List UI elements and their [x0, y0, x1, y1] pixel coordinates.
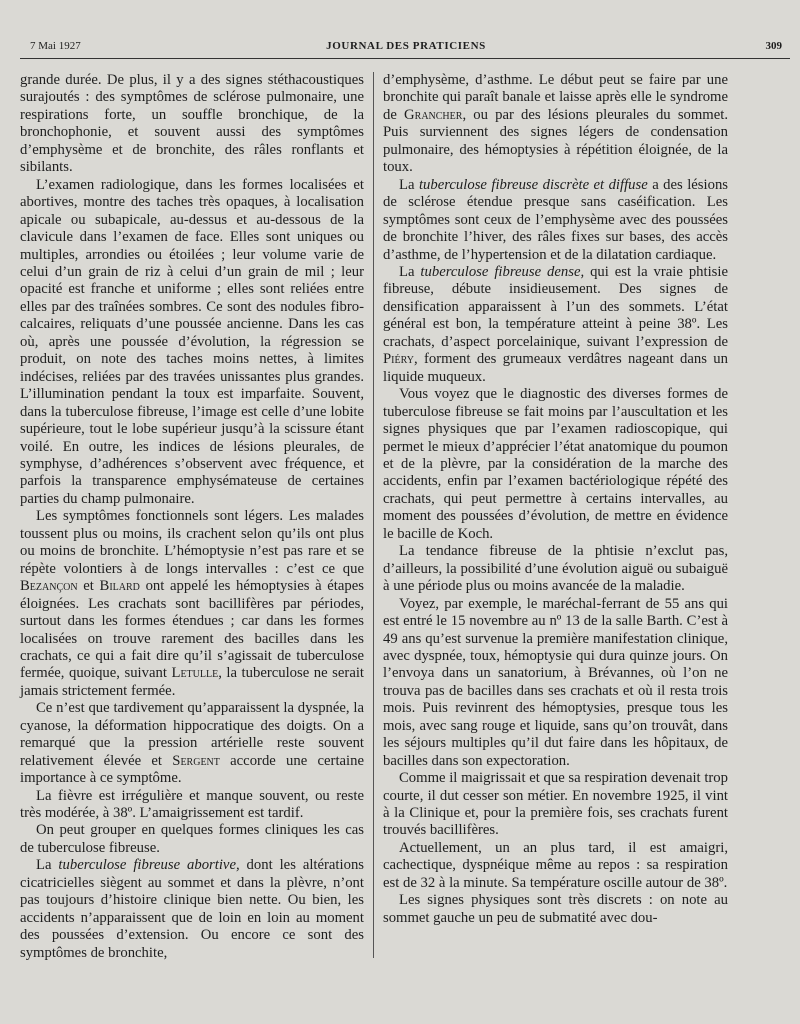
paragraph [20, 857, 364, 962]
journal-title: JOURNAL DES PRATICIENS [326, 40, 486, 52]
author-name: Bezançon [20, 578, 78, 595]
text-run: dont les altérations cicatricielles siègent au sommet et dans la plèvre, n’ont pas toujours d’histoire clinique bien nette. Ou bien, les accidents n’apparaissent que de loin en loin au moment des poussées d’extension. Ou encore ce sont des symptômes de bronchite, [20, 857, 364, 961]
paragraph: On peut grouper en quelques formes cliniques les cas de tuberculose fibreuse. [20, 822, 364, 856]
paragraph [383, 177, 728, 264]
text-run: Les symptômes fonctionnels sont légers. Les malades toussent plus ou moins, ils crachent selon qu’ils ont plus ou moins de bronchite. L’hémoptysie n’est pas rare et se répète volontiers à de longs intervalles : c’est ce que [20, 508, 364, 577]
author-name: Sergent [172, 752, 220, 769]
italic-term: tuberculose fibreuse abortive, [58, 857, 240, 874]
paragraph: Voyez, par exemple, le maréchal-ferrant de 55 ans qui est entré le 15 novembre au nº 13 de la salle Barth. C’est à 49 ans qu’est survenue la première manifestation clinique, avec dyspnée, toux, hémoptysie qui dura quinze jours. On l’envoya dans un sanatorium, à Brévannes, où l’on ne trouva pas de bacilles dans ses crachats et où il resta trois mois. Puis revinrent des hémoptysies, presque tous les mois, avec sang rouge et liquide, sans qu’on trouvât, dans les séjours multiples qu’il dut faire dans les hôpitaux, de bacilles dans son expectoration. [383, 595, 728, 769]
text-run: d’emphysème, d’asthme. Le début peut se faire par une bronchite qui paraît banale et laisse après elle le syndrome de [383, 72, 728, 123]
text-run: accorde une certaine importance à ce symptôme. [20, 752, 364, 787]
paragraph [383, 72, 728, 177]
text-run: La [36, 857, 59, 874]
paragraph: Comme il maigrissait et que sa respiration devenait trop courte, il dut cesser son métier. En novembre 1925, il vint à la Clinique et, pour la première fois, ses crachats furent trouvés bacillifères. [383, 770, 728, 839]
right-column [383, 72, 728, 927]
paragraph: La fièvre est irrégulière et manque souvent, ou reste très modérée, à 38º. L’amaigrissement est tardif. [20, 787, 364, 822]
paragraph [20, 508, 364, 700]
text-run: , la tuberculose ne serait jamais strictement fermée. [20, 665, 364, 699]
text-run: , forment des grumeaux verdâtres nageant dans un liquide muqueux. [383, 351, 728, 385]
text-run: et [77, 578, 100, 595]
paragraph: L’examen radiologique, dans les formes localisées et abortives, montre des taches très opaques, à localisation apicale ou subapicale, au-dessus et au-dessous de la clavicule dans l’examen de face. Elles sont uniques ou multiples, arrondies ou étoilées ; leur volume varie de celui d’un grain de riz à celui d’un grain de mil ; leur opacité est franche et uniforme ; elles sont reliées entre elles par des traînées sombres. Ce sont des nodules fibro-calcaires, reliquats d’une poussée ancienne. Dans les cas où, après une poussée d’évolution, la régression se produit, on note des taches moins nettes, à limites indécises, reliées par des travées unissantes plus grandes. L’illumination pendant la toux est imparfaite. Souvent, dans la tuberculose fibreuse, l’image est celle d’une lobite supérieure, tout le lobe supérieur jusqu’à la scissure étant voilé. En outre, les indices de lésions pleurales, de symphyse, d’adhérences s’observent avec fréquence, et parfois la transparence emphysémateuse de certaines parties du champ pulmonaire. [20, 176, 364, 507]
text-run: La [399, 176, 419, 193]
page-number: 309 [765, 40, 782, 52]
paragraph [383, 264, 728, 386]
author-name: Bilard [99, 578, 140, 595]
author-name: Letulle [171, 665, 219, 682]
text-run: qui est la vraie phtisie fibreuse, débute insidieusement. Des signes de densification apparaissent à l’un des sommets. L’état général est bon, la température atteint à peine 38º. Les crachats, d’aspect porcelainique, suivant l’expression de [383, 263, 728, 350]
paragraph: Actuellement, un an plus tard, il est amaigri, cachectique, dyspnéique même au repos : sa respiration est de 32 à la minute. Sa température oscille autour de 38º. [383, 839, 728, 891]
author-name: Grancher [404, 106, 463, 123]
text-run: a des lésions de sclérose étendue presque sans caséification. Les symptômes sont ceux de l’emphysème avec des poussées de bronchite l’hiver, des râles fixes sur bases, des accès d’asthme, de l’hypertension et de la dilatation cardiaque. [383, 176, 729, 263]
italic-term: tuberculose fibreuse discrète et diffuse [418, 176, 648, 193]
text-run: La [399, 263, 421, 280]
paragraph: Vous voyez que le diagnostic des diverses formes de tuberculose fibreuse se fait moins par l’auscultation et les signes physiques que par l’examen radioscopique, qui permet le mieux d’apprécier l’état anatomique du poumon et de la plèvre, par la considération de la marche des accidents, enfin par l’examen bactériologique répété des crachats, qui peut permettre à certains intervalles, au moment des poussées d’évolution, de mettre en évidence le bacille de Koch. [383, 386, 728, 542]
author-name: Piéry [383, 351, 414, 368]
header-date: 7 Mai 1927 [30, 40, 81, 52]
paragraph: Les signes physiques sont très discrets : on note au sommet gauche un peu de submatité avec dou- [383, 892, 728, 926]
left-column [20, 72, 364, 962]
paragraph: grande durée. De plus, il y a des signes stéthacoustiques surajoutés : des symptômes de sclérose pulmonaire, une respirations forte, un souffle bronchique, de la bronchophonie, et souvent aussi des symptômes d’emphysème et de bronchite, des râles ronflants et sibilants. [20, 72, 364, 176]
running-header [30, 39, 782, 55]
paragraph [20, 700, 364, 787]
paragraph: La tendance fibreuse de la phtisie n’exclut pas, d’ailleurs, la possibilité d’une évolution aiguë ou subaiguë à une période plus ou moins avancée de la maladie. [383, 543, 728, 595]
column-divider [373, 72, 374, 958]
text-run: ont appelé les hémoptysies à étapes éloignées. Les crachats sont bacillifères par périodes, surtout dans les formes étendues ; car dans les formes localisées on trouve rarement des bacilles dans les crachats, ce qui a fait dire qu’il s’agissait de tuberculose fermée, quoique, suivant [20, 578, 364, 682]
text-run: , ou par des lésions pleurales du sommet. Puis surviennent des signes légers de condensation pulmonaire, des hémoptysies à répétition éloignée, de la toux. [383, 106, 728, 176]
italic-term: tuberculose fibreuse dense, [420, 263, 585, 280]
text-run: Ce n’est que tardivement qu’apparaissent la dyspnée, la cyanose, la déformation hippocratique des doigts. On a remarqué que la pression artérielle reste souvent relativement élevée et [20, 700, 364, 769]
header-rule [20, 58, 790, 59]
